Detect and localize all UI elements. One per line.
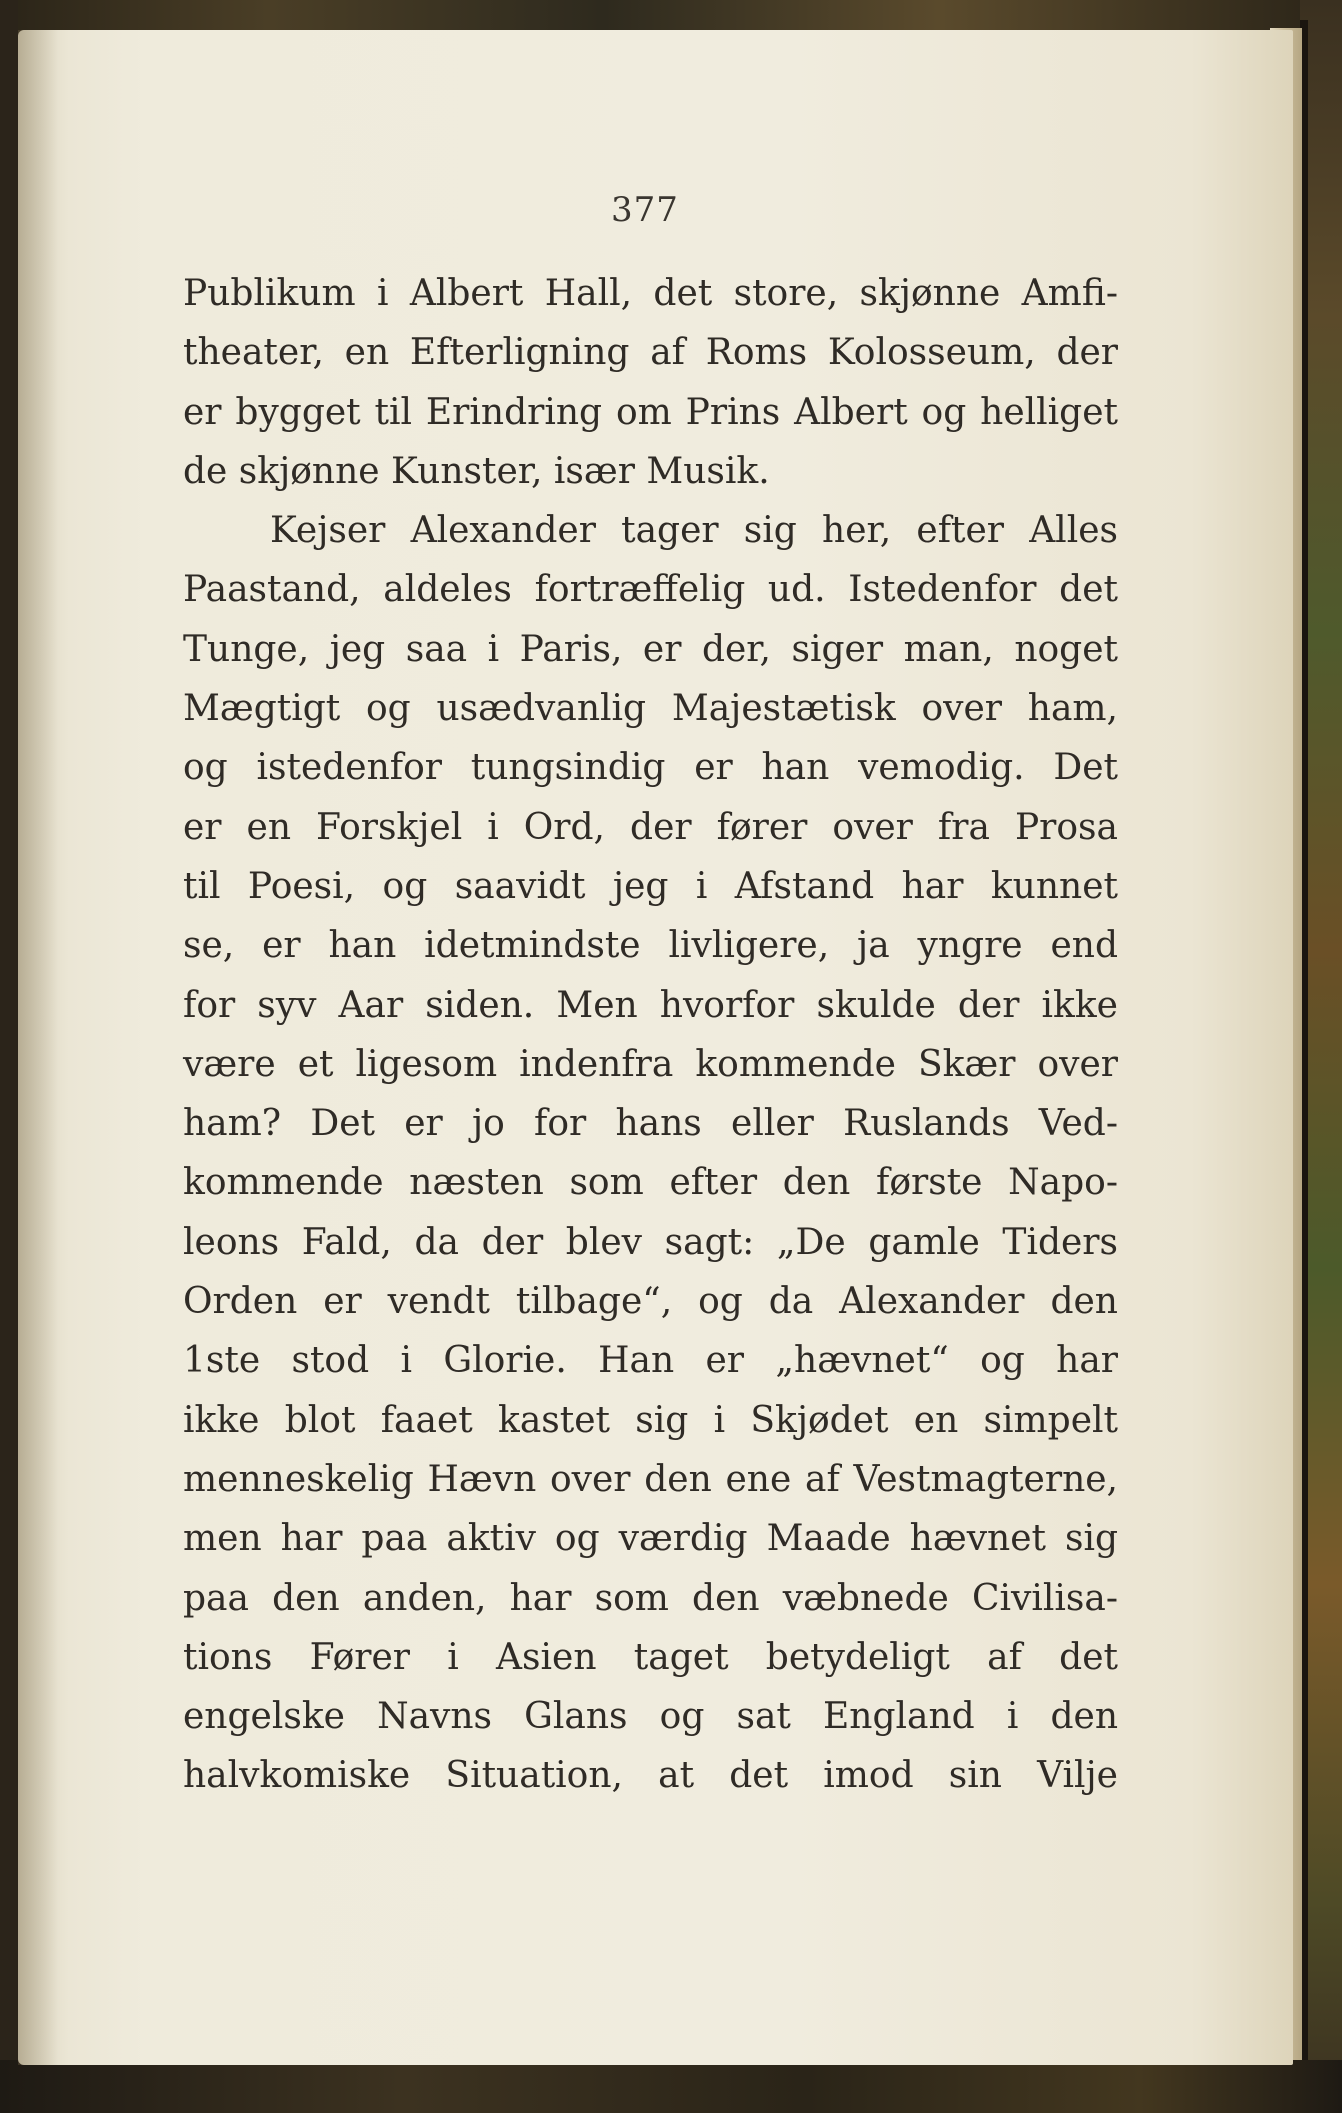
text-line: er bygget til Erindring om Prins Albert og helliget	[183, 391, 1118, 433]
page-number: 377	[611, 190, 679, 230]
binding-bottom-edge	[0, 2060, 1342, 2113]
binding-top-edge	[0, 0, 1342, 34]
text-line: men har paa aktiv og værdig Maade hævnet sig	[183, 1518, 1118, 1560]
text-line: paa den anden, har som den væbnede Civilisa-	[183, 1577, 1118, 1619]
text-line: til Poesi, og saavidt jeg i Afstand har kunnet	[183, 865, 1118, 907]
text-line: theater, en Efterligning af Roms Kolosseum, der	[183, 332, 1118, 374]
binding-left-edge	[0, 0, 18, 2113]
text-line: tions Fører i Asien taget betydeligt af det	[183, 1636, 1118, 1678]
text-line: de skjønne Kunster, især Musik.	[183, 450, 770, 492]
text-line: se, er han idetmindste livligere, ja yngre end	[183, 925, 1118, 967]
text-line: halvkomiske Situation, at det imod sin Vilje	[183, 1755, 1118, 1797]
text-line: Orden er vendt tilbage“, og da Alexander den	[183, 1281, 1118, 1323]
text-line: og istedenfor tungsindig er han vemodig. Det	[183, 747, 1118, 789]
text-line: Tunge, jeg saa i Paris, er der, siger man, noget	[183, 628, 1118, 670]
text-line: Paastand, aldeles fortræffelig ud. Istedenfor det	[183, 569, 1118, 611]
text-line: er en Forskjel i Ord, der fører over fra Prosa	[183, 806, 1118, 848]
body-text	[183, 264, 1118, 1806]
text-line: menneskelig Hævn over den ene af Vestmagterne,	[183, 1458, 1118, 1500]
text-line: Publikum i Albert Hall, det store, skjønne Amfi-	[183, 273, 1118, 314]
text-line: 1ste stod i Glorie. Han er „hævnet“ og har	[183, 1340, 1118, 1382]
text-line: for syv Aar siden. Men hvorfor skulde der ikke	[183, 984, 1118, 1026]
text-line: være et ligesom indenfra kommende Skær over	[183, 1043, 1118, 1085]
gutter-shadow	[18, 30, 58, 2065]
text-line: engelske Navns Glans og sat England i den	[183, 1696, 1118, 1738]
text-line: kommende næsten som efter den første Napo-	[183, 1162, 1118, 1204]
text-line: ham? Det er jo for hans eller Ruslands Ved-	[183, 1103, 1118, 1145]
text-line: ikke blot faaet kastet sig i Skjødet en simpelt	[183, 1399, 1118, 1441]
text-line: Mægtigt og usædvanlig Majestætisk over ham,	[183, 688, 1118, 730]
text-line: Kejser Alexander tager sig her, efter Alles	[270, 510, 1118, 552]
text-line: leons Fald, da der blev sagt: „De gamle Tiders	[183, 1221, 1118, 1263]
